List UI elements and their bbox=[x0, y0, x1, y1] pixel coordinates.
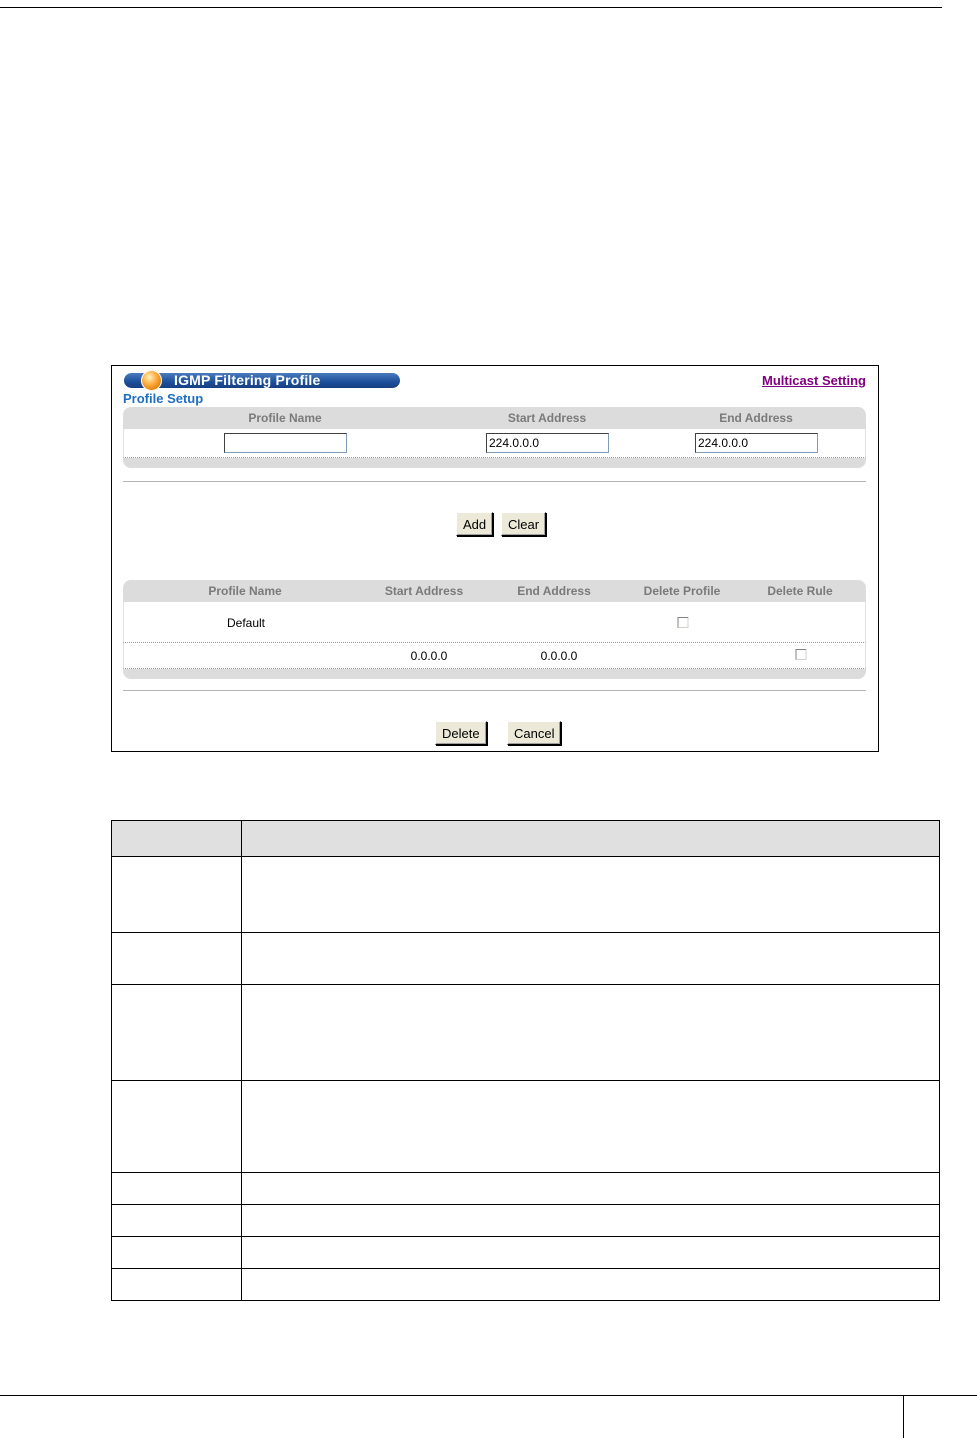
list-header-delete-profile: Delete Profile bbox=[643, 584, 721, 598]
page-number-box bbox=[903, 1395, 977, 1438]
delete-rule-checkbox[interactable] bbox=[796, 649, 807, 660]
add-button[interactable]: Add bbox=[456, 512, 493, 536]
list-header-delete-rule: Delete Rule bbox=[767, 584, 833, 598]
row-end-address: 0.0.0.0 bbox=[540, 649, 578, 663]
profile-list-panel bbox=[123, 580, 866, 679]
list-header-profile-name: Profile Name bbox=[208, 584, 282, 598]
table-row bbox=[112, 985, 940, 1081]
table-row bbox=[123, 602, 866, 643]
title-bar bbox=[124, 373, 400, 388]
table-row bbox=[112, 1205, 940, 1237]
orb-icon bbox=[141, 370, 162, 391]
table-row bbox=[112, 1173, 940, 1205]
profile-name-input[interactable] bbox=[224, 433, 347, 453]
cancel-button[interactable]: Cancel bbox=[507, 721, 561, 745]
table-row bbox=[112, 1269, 940, 1301]
header-profile-name: Profile Name bbox=[248, 411, 322, 425]
window-title: IGMP Filtering Profile bbox=[174, 372, 321, 388]
list-footer bbox=[123, 669, 866, 679]
row-profile-name: Default bbox=[226, 616, 266, 630]
row-start-address: 0.0.0.0 bbox=[410, 649, 448, 663]
setup-header-row bbox=[123, 407, 866, 429]
header-end-address: End Address bbox=[719, 411, 793, 425]
table-row bbox=[112, 1237, 940, 1269]
start-address-input[interactable] bbox=[486, 433, 609, 453]
delete-button[interactable]: Delete bbox=[435, 721, 487, 745]
end-address-input[interactable] bbox=[695, 433, 818, 453]
setup-input-row bbox=[123, 429, 866, 458]
clear-button[interactable]: Clear bbox=[501, 512, 546, 536]
list-header-start-address: Start Address bbox=[384, 584, 464, 598]
delete-profile-checkbox[interactable] bbox=[678, 617, 689, 628]
table-row bbox=[112, 933, 940, 985]
list-header-end-address: End Address bbox=[517, 584, 591, 598]
igmp-filtering-profile-screen bbox=[111, 365, 879, 752]
header-start-address: Start Address bbox=[507, 411, 587, 425]
field-description-table bbox=[111, 820, 940, 1301]
setup-footer bbox=[123, 458, 866, 468]
multicast-setting-link[interactable]: Multicast Setting bbox=[761, 373, 866, 388]
divider bbox=[123, 481, 866, 482]
footer-rule bbox=[0, 1395, 903, 1396]
table-row bbox=[112, 1081, 940, 1173]
profile-setup-panel bbox=[123, 407, 866, 468]
section-title: Profile Setup bbox=[123, 391, 204, 406]
table-row bbox=[123, 643, 866, 669]
table-header-row bbox=[112, 821, 940, 857]
table-row bbox=[112, 857, 940, 933]
divider bbox=[123, 690, 866, 691]
header-rule bbox=[0, 7, 942, 8]
list-header-row bbox=[123, 580, 866, 602]
